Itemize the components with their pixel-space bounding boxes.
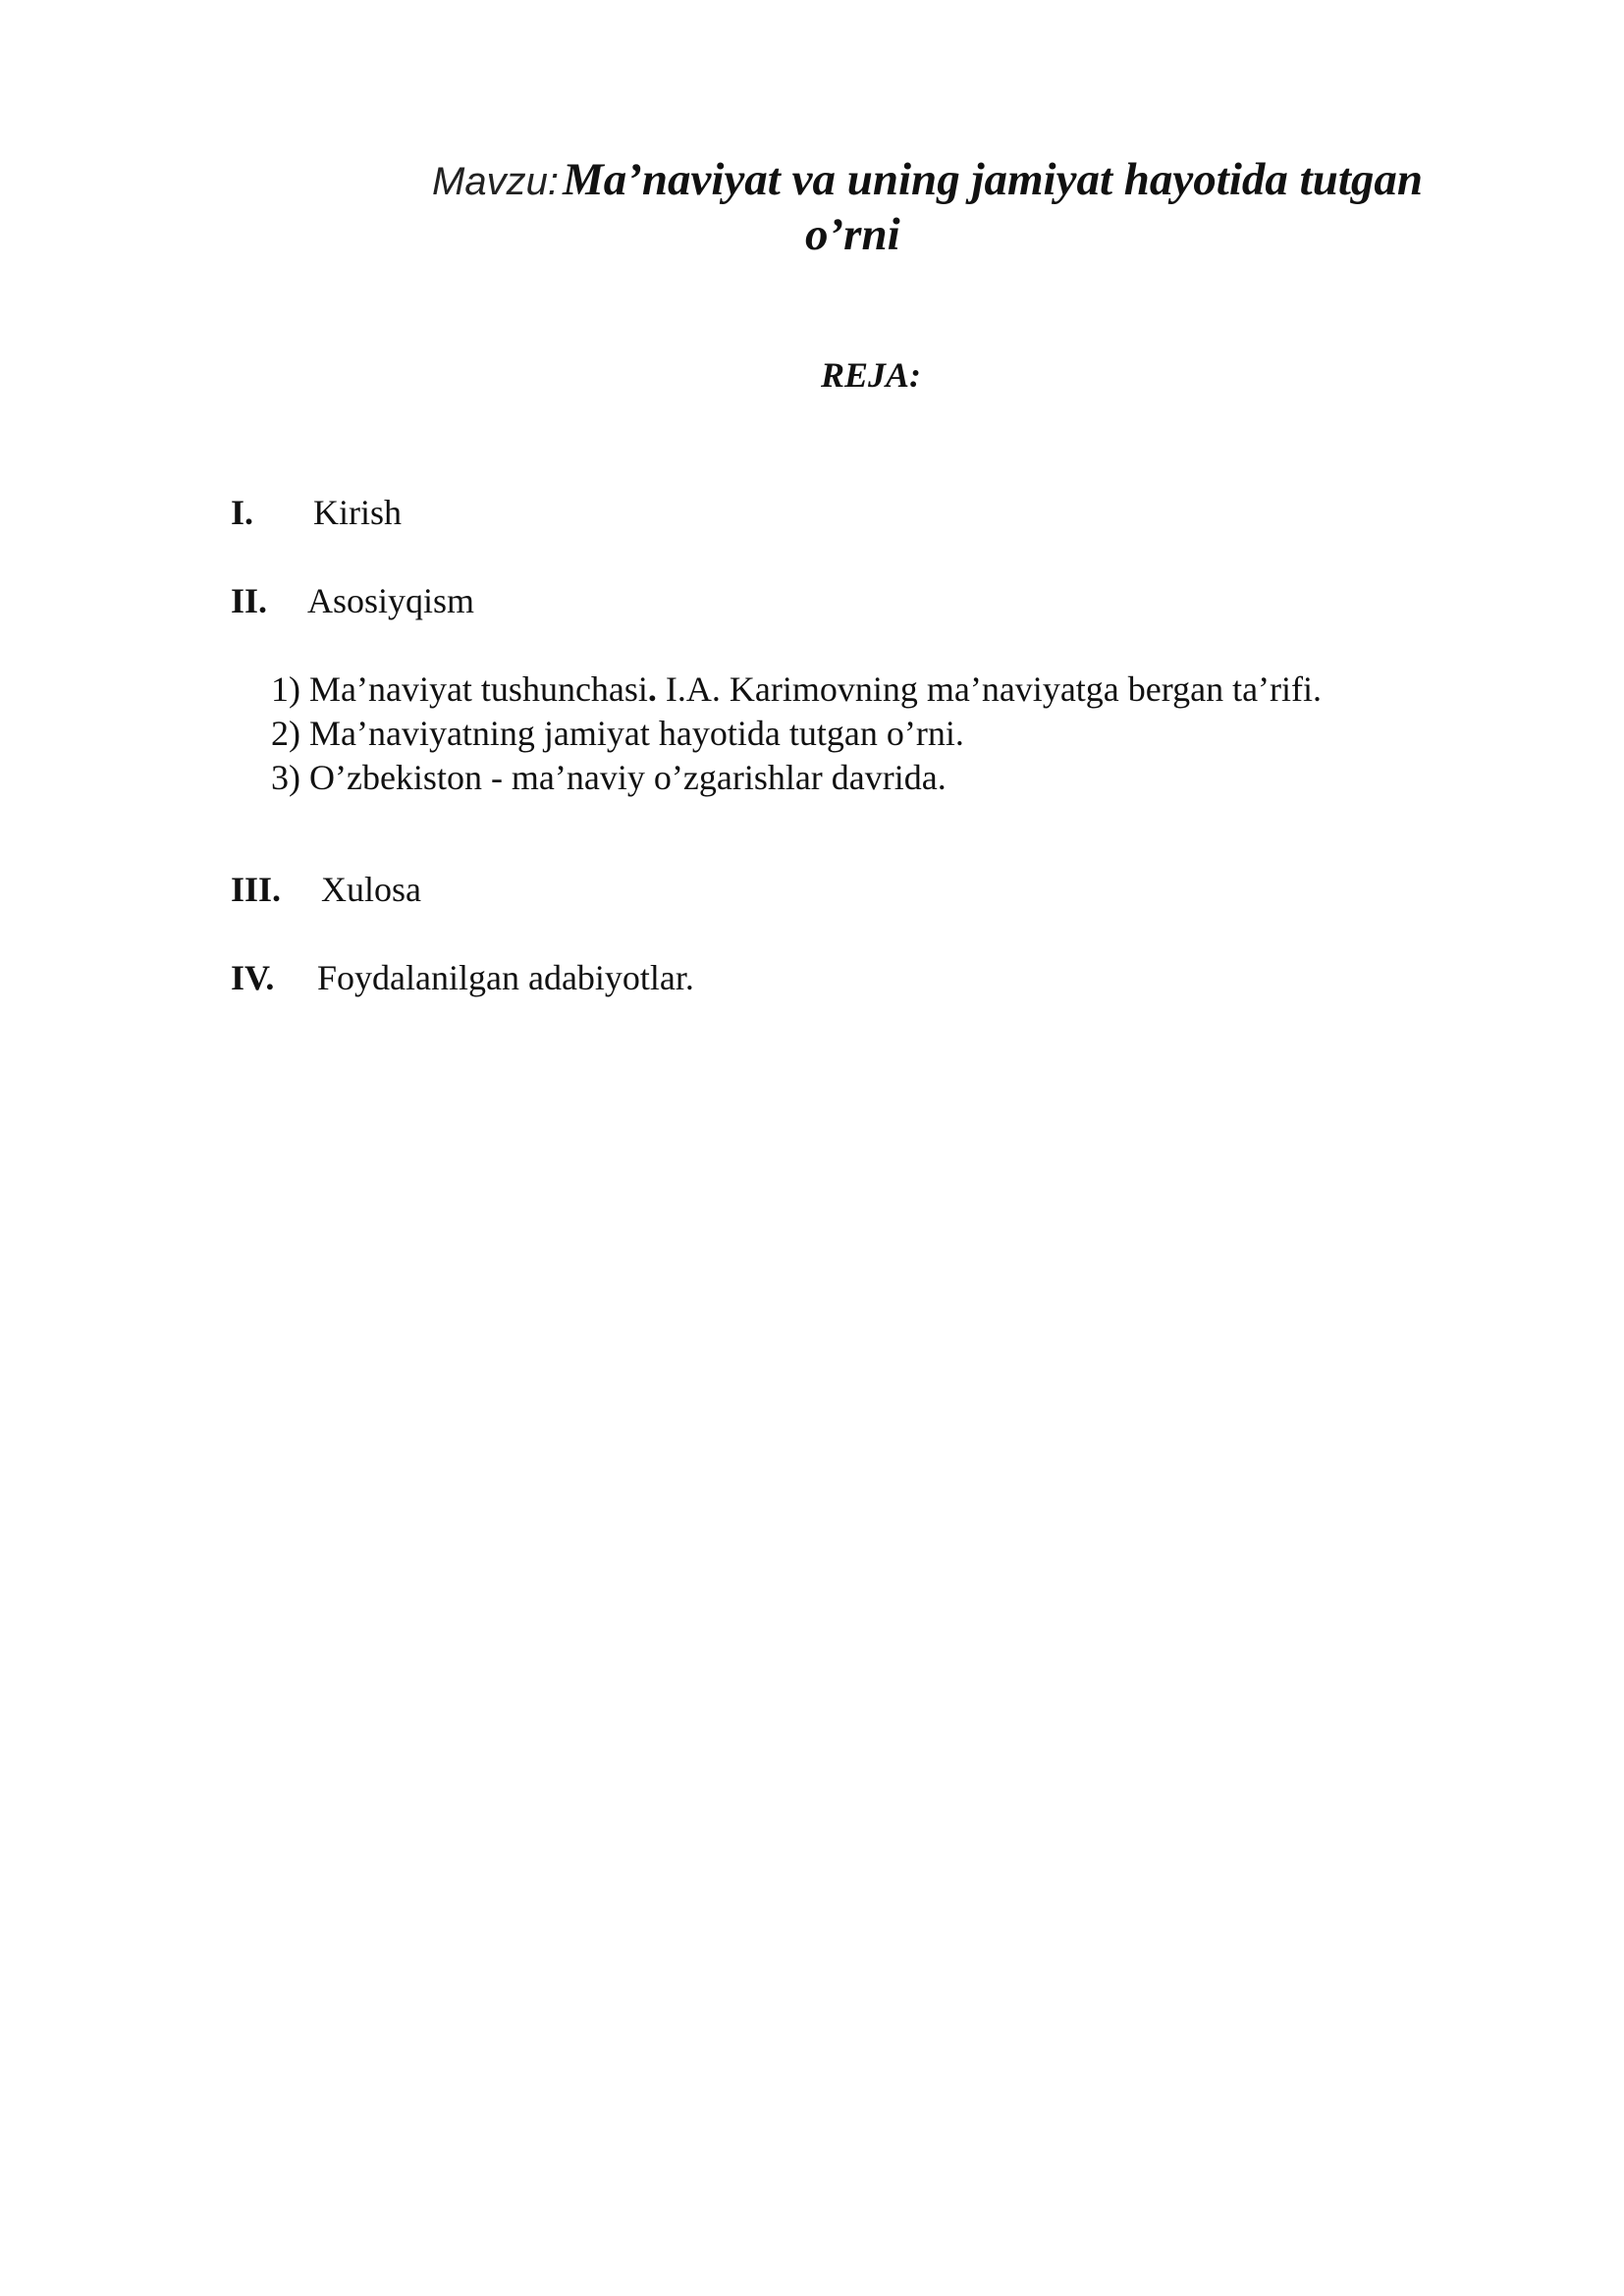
section-main-part — [231, 579, 474, 622]
section-number: IV. — [231, 958, 275, 997]
subitem-text: 1) Ma’naviyat tushunchasi — [271, 669, 648, 709]
plan-heading: REJA: — [820, 355, 922, 395]
section-text: Asosiyqism — [307, 581, 475, 620]
topic-title-text: Ma’naviyat va uning jamiyat hayotida tutgan — [562, 154, 1424, 205]
section-introduction — [231, 491, 402, 534]
section-references — [231, 956, 694, 999]
title-line-2: o’rni — [805, 209, 900, 260]
section-conclusion — [231, 868, 421, 911]
list-item — [271, 667, 1322, 712]
title-line-1 — [432, 153, 1542, 217]
section-text: Foydalanilgan adabiyotlar. — [317, 958, 694, 997]
topic-label: Mavzu: — [432, 160, 559, 203]
section-number: I. — [231, 493, 254, 532]
section-number: III. — [231, 870, 282, 909]
list-item: 2) Ma’naviyatning jamiyat hayotida tutgan o’rni. — [271, 714, 964, 753]
list-item: 3) O’zbekiston - ma’naviy o’zgarishlar davrida. — [271, 758, 947, 797]
subitem-text-continued: I.A. Karimovning ma’naviyatga bergan ta’rifi. — [656, 669, 1323, 709]
main-part-subitems — [271, 667, 1322, 800]
document-title — [432, 153, 1542, 260]
section-text: Xulosa — [321, 870, 421, 909]
section-number: II. — [231, 581, 268, 620]
section-text: Kirish — [313, 493, 402, 532]
subitem-period: . — [647, 669, 657, 709]
